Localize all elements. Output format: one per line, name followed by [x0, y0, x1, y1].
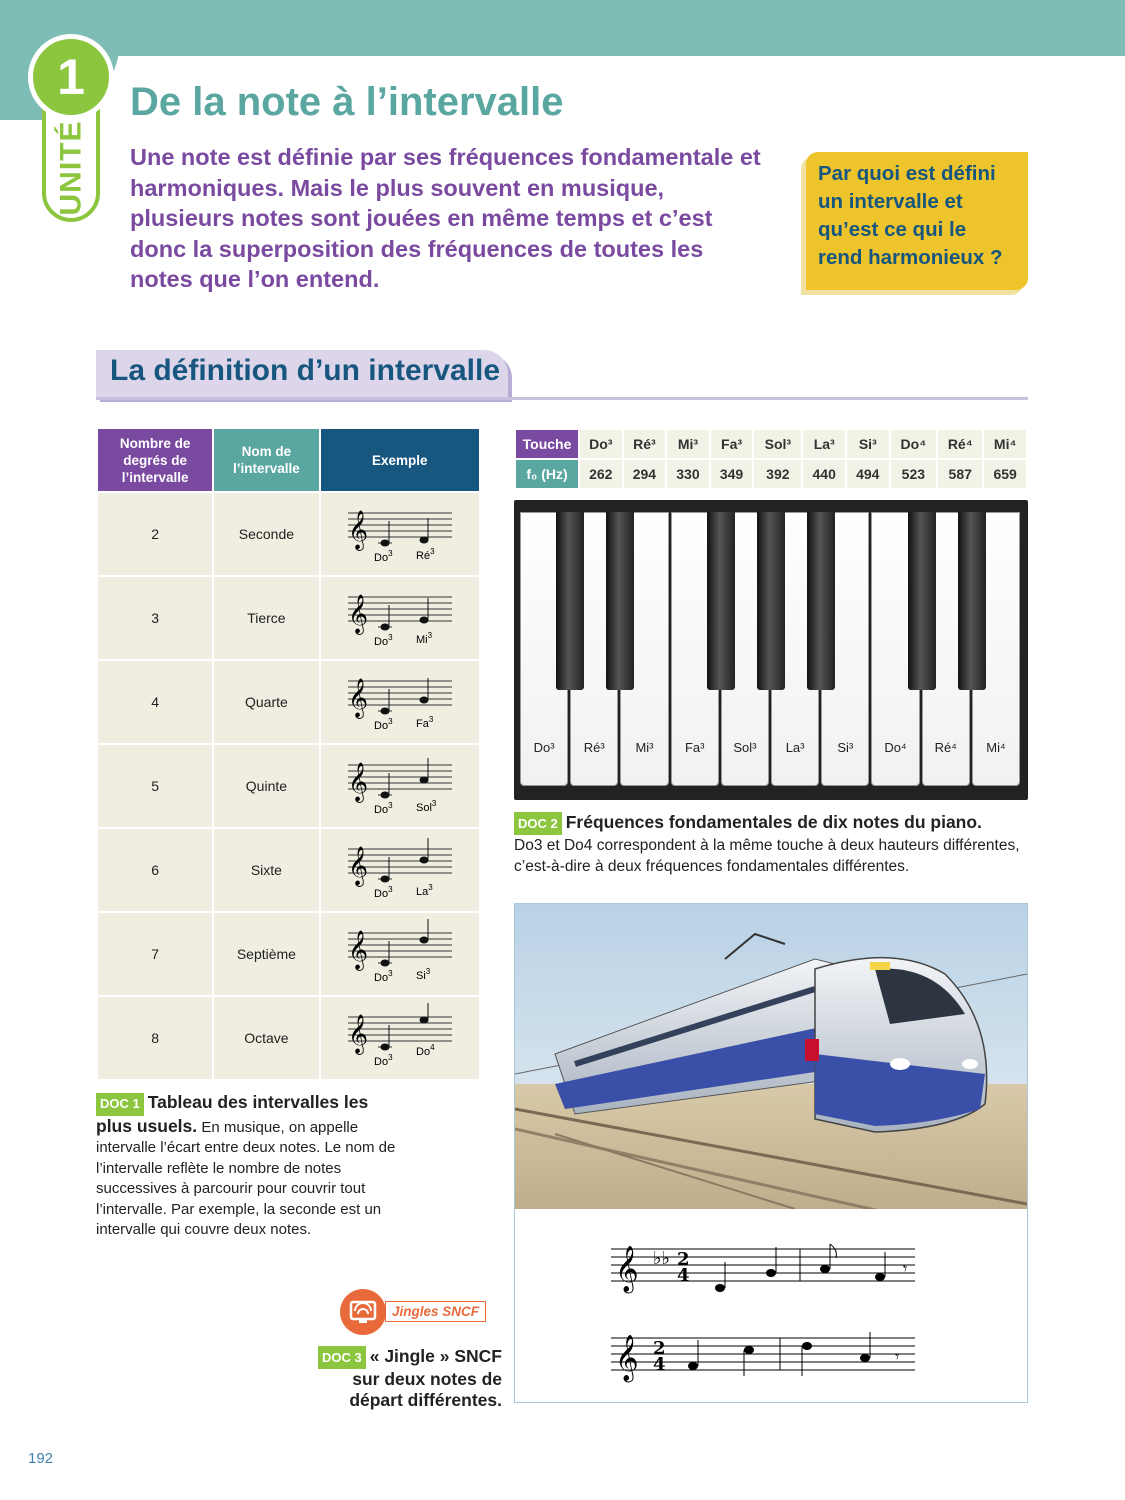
piano-key-label: Si³ [837, 740, 854, 755]
svg-text:𝄞: 𝄞 [615, 1246, 639, 1292]
section-title: La définition d’un intervalle [110, 354, 501, 387]
example-cell [321, 913, 479, 995]
note-label-1: Do$^3$ [373, 633, 393, 648]
degree-cell: 2 [98, 493, 212, 575]
example-cell [321, 493, 479, 575]
example-cell [321, 661, 479, 743]
frequency-cell: 262 [580, 460, 622, 488]
note-label-2: Do$^4$ [415, 1043, 435, 1058]
doc2-tag: DOC 2 [514, 812, 562, 835]
svg-text:2: 2 [653, 1338, 666, 1359]
degree-cell: 7 [98, 913, 212, 995]
note-label-1: Do$^3$ [373, 717, 393, 732]
example-cell [321, 577, 479, 659]
svg-text:4: 4 [677, 1265, 690, 1286]
piano-black-key[interactable] [707, 512, 735, 690]
question-box: Par quoi est défini un intervalle et qu’est ce qui le rend harmonieux ? [806, 152, 1028, 290]
degree-cell: 4 [98, 661, 212, 743]
note-label-2: Mi$^3$ [415, 631, 432, 646]
staff-example [340, 835, 460, 905]
note-label-2: Si$^3$ [415, 967, 431, 982]
staff-example [340, 499, 460, 569]
row-label-f0: f₀ (Hz) [516, 460, 578, 488]
note-label-2: Sol$^3$ [415, 799, 437, 814]
piano-key-label: Ré⁴ [934, 740, 957, 755]
svg-text:𝄞: 𝄞 [615, 1335, 639, 1381]
unit-number-badge: 1 [28, 34, 114, 120]
interval-name-cell: Tierce [214, 577, 318, 659]
section-divider [96, 397, 1028, 400]
interval-name-cell: Sixte [214, 829, 318, 911]
page-number: 192 [28, 1450, 54, 1467]
piano-key-label: Do⁴ [884, 740, 907, 755]
svg-text:𝄞: 𝄞 [347, 678, 368, 718]
row-label-touche: Touche [516, 430, 578, 458]
key-name-cell: Mi⁴ [984, 430, 1026, 458]
note-label-1: Do$^3$ [373, 1053, 393, 1068]
doc2-title: Fréquences fondamentales de dix notes du piano. [565, 812, 982, 832]
note-label-1: Do$^3$ [373, 549, 393, 564]
unit-label: UNITÉ [54, 120, 87, 216]
svg-text:𝄞: 𝄞 [347, 594, 368, 634]
piano-key-label: Ré³ [583, 740, 605, 755]
doc2-caption [514, 812, 1028, 877]
jingles-link[interactable]: Jingles SNCF [385, 1301, 486, 1322]
svg-text:𝄞: 𝄞 [347, 510, 368, 550]
interval-name-cell: Seconde [214, 493, 318, 575]
svg-text:𝄞: 𝄞 [347, 930, 368, 970]
doc3-caption [300, 1346, 502, 1411]
key-name-cell: Sol³ [754, 430, 801, 458]
note-label-1: Do$^3$ [373, 801, 393, 816]
frequency-cell: 659 [984, 460, 1026, 488]
interval-row [98, 997, 479, 1079]
svg-text:𝄞: 𝄞 [347, 846, 368, 886]
svg-text:𝄞: 𝄞 [347, 1014, 368, 1054]
tgv-figure [514, 903, 1028, 1403]
frequency-cell: 330 [667, 460, 709, 488]
piano-key-label: Fa³ [684, 740, 705, 755]
staff-example [340, 919, 460, 989]
example-cell [321, 745, 479, 827]
degree-cell: 8 [98, 997, 212, 1079]
piano-black-key[interactable] [757, 512, 785, 690]
svg-text:𝄞: 𝄞 [347, 762, 368, 802]
key-name-cell: Do⁴ [891, 430, 937, 458]
svg-text:4: 4 [653, 1354, 666, 1375]
doc3-title: « Jingle » SNCF sur deux notes de départ différentes. [349, 1346, 502, 1410]
doc2-text: Do3 et Do4 correspondent à la même touche à deux hauteurs différentes, c’est-à-dire à deux fréquences fondamentales différentes. [514, 837, 1020, 875]
frequency-cell: 392 [754, 460, 801, 488]
note-label-2: Fa$^3$ [415, 715, 434, 730]
interval-name-cell: Quinte [214, 745, 318, 827]
interval-row [98, 661, 479, 743]
staff-example [340, 667, 460, 737]
piano-key-label: Mi⁴ [986, 740, 1006, 755]
svg-text:𝄾: 𝄾 [895, 1347, 900, 1366]
header-name: Nom de l’intervalle [214, 429, 318, 491]
interval-name-cell: Septième [214, 913, 318, 995]
intro-text: Une note est définie par ses fréquences fondamentale et harmoniques. Mais le plus souvent en musique, plusieurs notes sont jouées en même temps et c’est donc la superposition des fréquences de toutes les notes que l’on entend. [130, 144, 761, 292]
key-name-cell: Mi³ [667, 430, 709, 458]
degree-cell: 6 [98, 829, 212, 911]
interval-name-cell: Octave [214, 997, 318, 1079]
header-example: Exemple [321, 429, 479, 491]
interval-row [98, 745, 479, 827]
note-label-1: Do$^3$ [373, 885, 393, 900]
top-banner [0, 0, 1125, 56]
frequency-cell: 440 [803, 460, 845, 488]
piano-black-key[interactable] [606, 512, 634, 690]
doc3-tag: DOC 3 [318, 1346, 366, 1369]
note-label-2: $Ré^3$ [415, 547, 435, 562]
interval-row [98, 829, 479, 911]
interval-table [96, 427, 481, 1081]
frequency-table [514, 428, 1028, 490]
key-name-cell: Fa³ [711, 430, 753, 458]
page-title: De la note à l’intervalle [130, 80, 564, 124]
example-cell [321, 829, 479, 911]
interval-name-cell: Quarte [214, 661, 318, 743]
staff-example [340, 1003, 460, 1073]
doc1-text: En musique, on appelle intervalle l’écart entre deux notes. Le nom de l’intervalle reflète le nombre de notes successives à parcourir pour couvrir tout l’intervalle. Par exemple, la seconde est un intervalle qui couvre deux notes. [96, 1118, 396, 1238]
frequency-cell: 494 [847, 460, 889, 488]
piano-black-key[interactable] [958, 512, 986, 690]
piano-key-label: Mi³ [635, 740, 654, 755]
svg-text:2: 2 [677, 1249, 690, 1270]
frequency-cell: 349 [711, 460, 753, 488]
piano-key-label: La³ [785, 740, 805, 755]
svg-text:𝄾: 𝄾 [903, 1259, 908, 1278]
note-label-2: La$^3$ [415, 883, 433, 898]
key-name-cell: Si³ [847, 430, 889, 458]
frequency-cell: 294 [624, 460, 666, 488]
frequency-cell: 587 [938, 460, 982, 488]
interval-row [98, 913, 479, 995]
key-name-cell: Ré³ [624, 430, 666, 458]
audio-media-icon[interactable] [340, 1289, 386, 1335]
interval-row [98, 577, 479, 659]
doc1-tag: DOC 1 [96, 1093, 144, 1116]
doc1-title: Tableau des intervalles les plus usuels. [96, 1092, 369, 1136]
key-name-cell: Do³ [580, 430, 622, 458]
frequency-cell: 523 [891, 460, 937, 488]
piano-black-key[interactable] [807, 512, 835, 690]
piano-key-label: Do³ [533, 740, 555, 755]
header-degrees: Nombre de degrés de l’intervalle [98, 429, 212, 491]
doc1-caption [96, 1092, 406, 1241]
degree-cell: 3 [98, 577, 212, 659]
staff-example [340, 583, 460, 653]
degree-cell: 5 [98, 745, 212, 827]
piano-black-key[interactable] [556, 512, 584, 690]
piano-keyboard [514, 500, 1028, 800]
svg-text:♭♭: ♭♭ [653, 1248, 670, 1269]
piano-black-key[interactable] [908, 512, 936, 690]
staff-example [340, 751, 460, 821]
tgv-illustration [515, 904, 1027, 1402]
example-cell [321, 997, 479, 1079]
key-name-cell: La³ [803, 430, 845, 458]
interval-row [98, 493, 479, 575]
piano-key-label: Sol³ [733, 740, 757, 755]
key-name-cell: Ré⁴ [938, 430, 982, 458]
note-label-1: Do$^3$ [373, 969, 393, 984]
